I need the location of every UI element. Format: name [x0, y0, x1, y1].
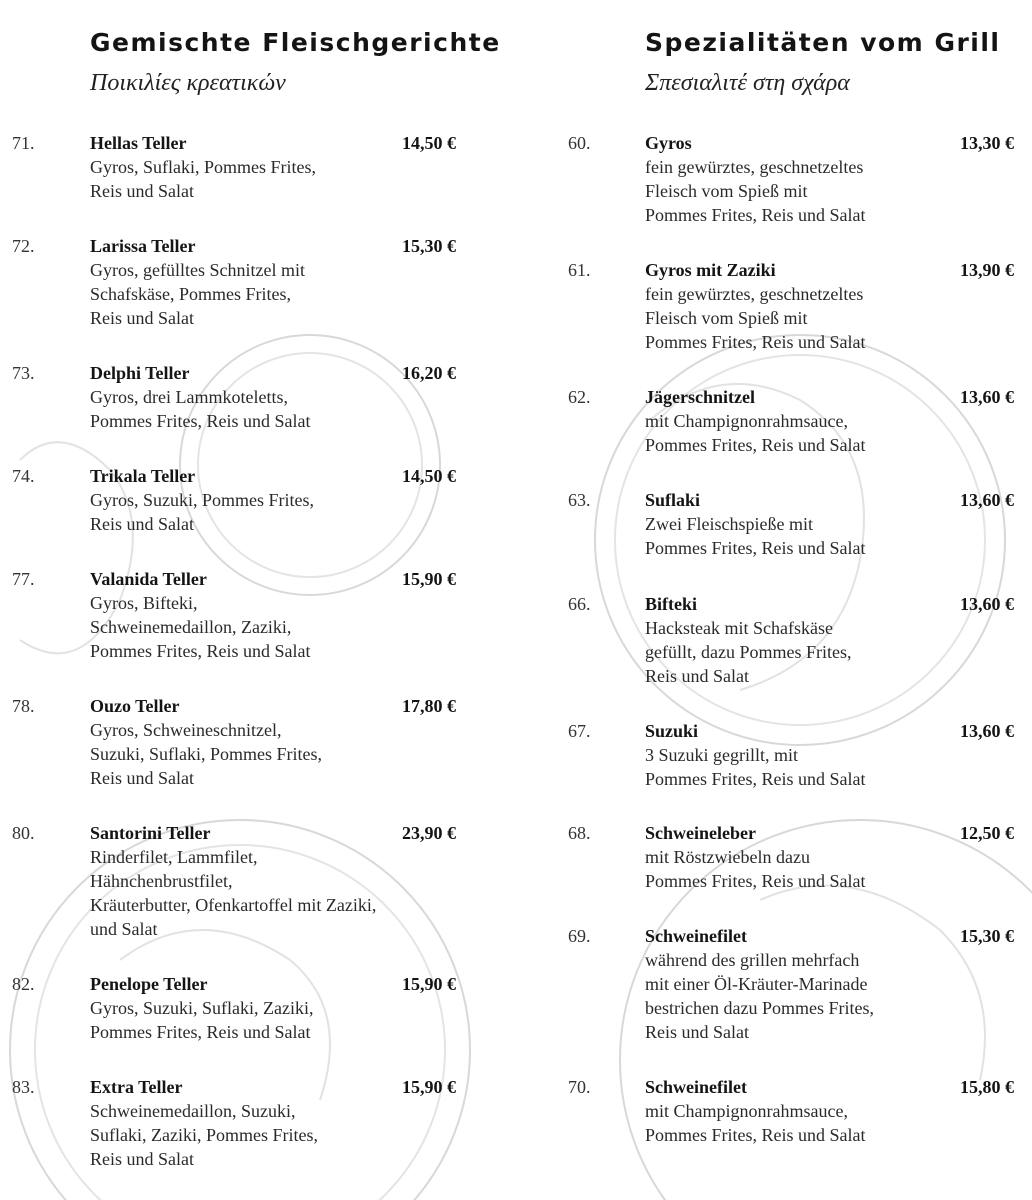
- item-number: 74.: [12, 466, 35, 486]
- item-number: 62.: [568, 387, 591, 407]
- item-price: 14,50 €: [402, 466, 456, 486]
- item-name: Gyros: [645, 133, 692, 153]
- item-number: 66.: [568, 594, 591, 614]
- item-description: Gyros, Suzuki, Pommes Frites, Reis und Salat: [90, 490, 315, 534]
- item-name: Bifteki: [645, 594, 697, 614]
- item-number: 60.: [568, 133, 591, 153]
- item-name: Suflaki: [645, 490, 701, 510]
- item-description: Gyros, Bifteki, Schweinemedaillon, Zaziki, Pommes Frites, Reis und Salat: [90, 593, 311, 661]
- item-description: Zwei Fleischspieße mit Pommes Frites, Reis und Salat: [645, 514, 866, 558]
- section-subtitle: Σπεσιαλιτέ στη σχάρα: [645, 70, 850, 96]
- item-price: 13,60 €: [960, 490, 1014, 510]
- item-description: fein gewürztes, geschnetzeltes Fleisch vom Spieß mit Pommes Frites, Reis und Salat: [645, 157, 866, 225]
- item-price: 13,60 €: [960, 387, 1014, 407]
- item-name: Jägerschnitzel: [645, 387, 755, 407]
- item-description: fein gewürztes, geschnetzeltes Fleisch vom Spieß mit Pommes Frites, Reis und Salat: [645, 284, 866, 352]
- item-price: 15,30 €: [960, 926, 1014, 946]
- item-number: 83.: [12, 1077, 35, 1097]
- item-price: 12,50 €: [960, 823, 1014, 843]
- item-name: Schweinefilet: [645, 926, 747, 946]
- item-number: 71.: [12, 133, 35, 153]
- item-name: Extra Teller: [90, 1077, 183, 1097]
- item-description: Hacksteak mit Schafskäse gefüllt, dazu Pommes Frites, Reis und Salat: [645, 618, 852, 686]
- item-description: Gyros, Suflaki, Pommes Frites, Reis und Salat: [90, 157, 317, 201]
- item-number: 80.: [12, 823, 35, 843]
- item-name: Gyros mit Zaziki: [645, 260, 776, 280]
- item-price: 15,30 €: [402, 236, 456, 256]
- item-price: 16,20 €: [402, 363, 456, 383]
- item-number: 69.: [568, 926, 591, 946]
- item-number: 77.: [12, 569, 35, 589]
- section-title: Spezialitäten vom Grill: [645, 28, 1001, 57]
- item-name: Trikala Teller: [90, 466, 196, 486]
- item-price: 17,80 €: [402, 696, 456, 716]
- item-number: 72.: [12, 236, 35, 256]
- item-description: Gyros, Suzuki, Suflaki, Zaziki, Pommes Frites, Reis und Salat: [90, 998, 314, 1042]
- item-name: Penelope Teller: [90, 974, 208, 994]
- item-name: Valanida Teller: [90, 569, 207, 589]
- item-name: Ouzo Teller: [90, 696, 180, 716]
- item-price: 13,60 €: [960, 721, 1014, 741]
- item-price: 14,50 €: [402, 133, 456, 153]
- item-number: 67.: [568, 721, 591, 741]
- item-number: 82.: [12, 974, 35, 994]
- item-name: Hellas Teller: [90, 133, 187, 153]
- item-price: 13,90 €: [960, 260, 1014, 280]
- item-price: 23,90 €: [402, 823, 456, 843]
- section-title: Gemischte Fleischgerichte: [90, 28, 501, 57]
- item-description: Schweinemedaillon, Suzuki, Suflaki, Zaziki, Pommes Frites, Reis und Salat: [90, 1101, 318, 1169]
- item-number: 63.: [568, 490, 591, 510]
- item-description: während des grillen mehrfach mit einer Öl-Kräuter-Marinade bestrichen dazu Pommes Frites, Reis und Salat: [645, 950, 874, 1042]
- item-price: 15,90 €: [402, 974, 456, 994]
- item-description: Gyros, gefülltes Schnitzel mit Schafskäse, Pommes Frites, Reis und Salat: [90, 260, 305, 328]
- item-price: 15,80 €: [960, 1077, 1014, 1097]
- section-subtitle: Ποικιλίες κρεατικών: [90, 70, 286, 96]
- item-name: Suzuki: [645, 721, 699, 741]
- item-description: Gyros, drei Lammkoteletts, Pommes Frites, Reis und Salat: [90, 387, 311, 431]
- item-price: 15,90 €: [402, 569, 456, 589]
- item-description: Gyros, Schweineschnitzel, Suzuki, Suflaki, Pommes Frites, Reis und Salat: [90, 720, 323, 788]
- item-name: Delphi Teller: [90, 363, 190, 383]
- item-number: 68.: [568, 823, 591, 843]
- item-number: 78.: [12, 696, 35, 716]
- item-price: 15,90 €: [402, 1077, 456, 1097]
- item-name: Larissa Teller: [90, 236, 196, 256]
- item-name: Schweineleber: [645, 823, 756, 843]
- item-number: 61.: [568, 260, 591, 280]
- item-description: Rinderfilet, Lammfilet, Hähnchenbrustfilet, Kräuterbutter, Ofenkartoffel mit Zaziki, und Salat: [90, 847, 377, 939]
- item-description: mit Champignonrahmsauce, Pommes Frites, Reis und Salat: [645, 1101, 866, 1145]
- item-number: 70.: [568, 1077, 591, 1097]
- item-description: 3 Suzuki gegrillt, mit Pommes Frites, Reis und Salat: [645, 745, 866, 789]
- item-description: mit Röstzwiebeln dazu Pommes Frites, Reis und Salat: [645, 847, 866, 891]
- item-price: 13,30 €: [960, 133, 1014, 153]
- item-number: 73.: [12, 363, 35, 383]
- item-name: Schweinefilet: [645, 1077, 747, 1097]
- item-name: Santorini Teller: [90, 823, 211, 843]
- item-price: 13,60 €: [960, 594, 1014, 614]
- item-description: mit Champignonrahmsauce, Pommes Frites, Reis und Salat: [645, 411, 866, 455]
